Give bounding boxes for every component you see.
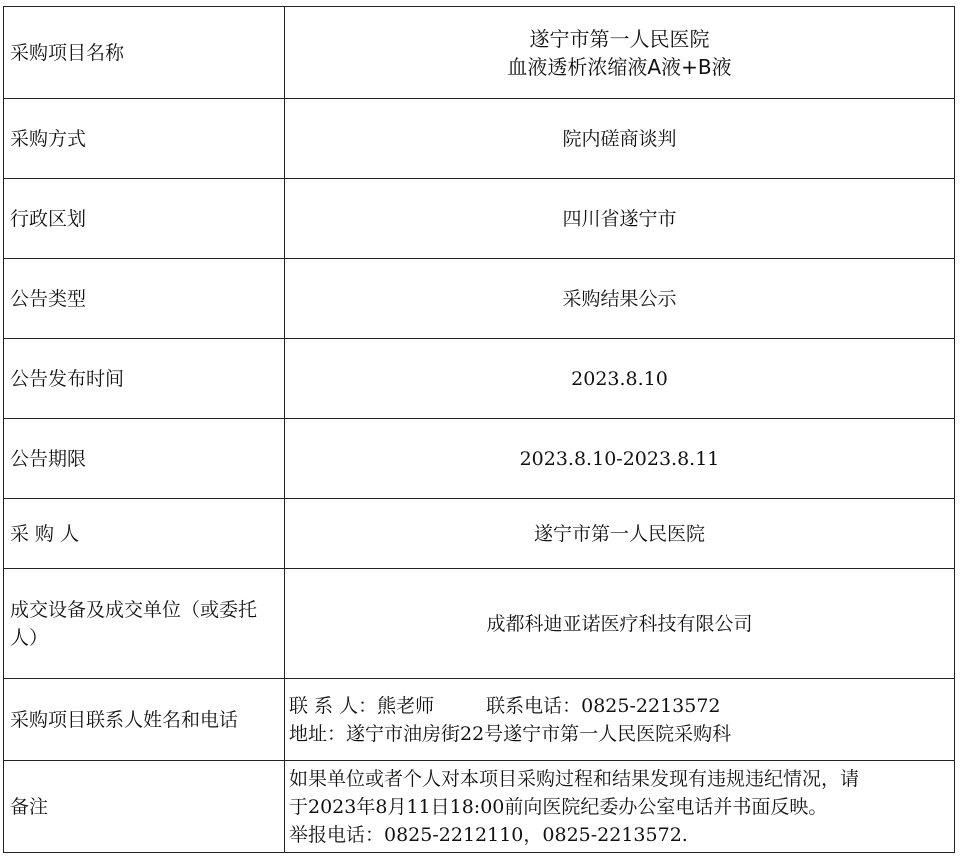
notice-type-value: 采购结果公示: [285, 259, 955, 339]
winner-value: 成都科迪亚诺医疗科技有限公司: [285, 569, 955, 679]
remarks-line3: 举报电话：0825-2212110，0825-2213572.: [289, 823, 688, 846]
contact-person-label: 联 系 人：: [289, 694, 378, 717]
publish-time-label: 公告发布时间: [4, 339, 285, 419]
row-project-name: [4, 7, 955, 99]
procurement-result-table: [3, 6, 955, 853]
purchaser-value: 遂宁市第一人民医院: [285, 499, 955, 569]
notice-type-label: 公告类型: [4, 259, 285, 339]
row-region: [4, 179, 955, 259]
contact-person-line: [289, 692, 948, 720]
row-method: [4, 99, 955, 179]
remarks-value: [285, 761, 955, 853]
region-label: 行政区划: [4, 179, 285, 259]
method-value: 院内磋商谈判: [285, 99, 955, 179]
winner-label: 成交设备及成交单位（或委托人）: [4, 569, 285, 679]
row-winner: [4, 569, 955, 679]
project-name-label: 采购项目名称: [4, 7, 285, 99]
project-name-line2: 血液透析浓缩液A液+B液: [507, 54, 732, 79]
contact-label: 采购项目联系人姓名和电话: [4, 679, 285, 761]
contact-phone: 0825-2213572: [581, 694, 721, 717]
project-name-value: [285, 7, 955, 99]
row-publish-time: [4, 339, 955, 419]
row-notice-type: [4, 259, 955, 339]
contact-value: [285, 679, 955, 761]
period-value: 2023.8.10-2023.8.11: [285, 419, 955, 499]
remarks-line2: 于2023年8月11日18:00前向医院纪委办公室电话并书面反映。: [289, 795, 828, 818]
method-label: 采购方式: [4, 99, 285, 179]
row-remarks: [4, 761, 955, 853]
remarks-label: 备注: [4, 761, 285, 853]
purchaser-label: 采 购 人: [4, 499, 285, 569]
project-name-line1: 遂宁市第一人民医院: [529, 26, 710, 51]
contact-phone-label: 联系电话：: [486, 694, 582, 717]
contact-address: 地址：遂宁市油房街22号遂宁市第一人民医院采购科: [289, 722, 732, 745]
publish-time-value: 2023.8.10: [285, 339, 955, 419]
row-period: [4, 419, 955, 499]
region-value: 四川省遂宁市: [285, 179, 955, 259]
contact-person: 熊老师: [377, 694, 435, 717]
row-contact: [4, 679, 955, 761]
row-purchaser: [4, 499, 955, 569]
remarks-line1: 如果单位或者个人对本项目采购过程和结果发现有违规违纪情况，请: [289, 767, 860, 790]
period-label: 公告期限: [4, 419, 285, 499]
